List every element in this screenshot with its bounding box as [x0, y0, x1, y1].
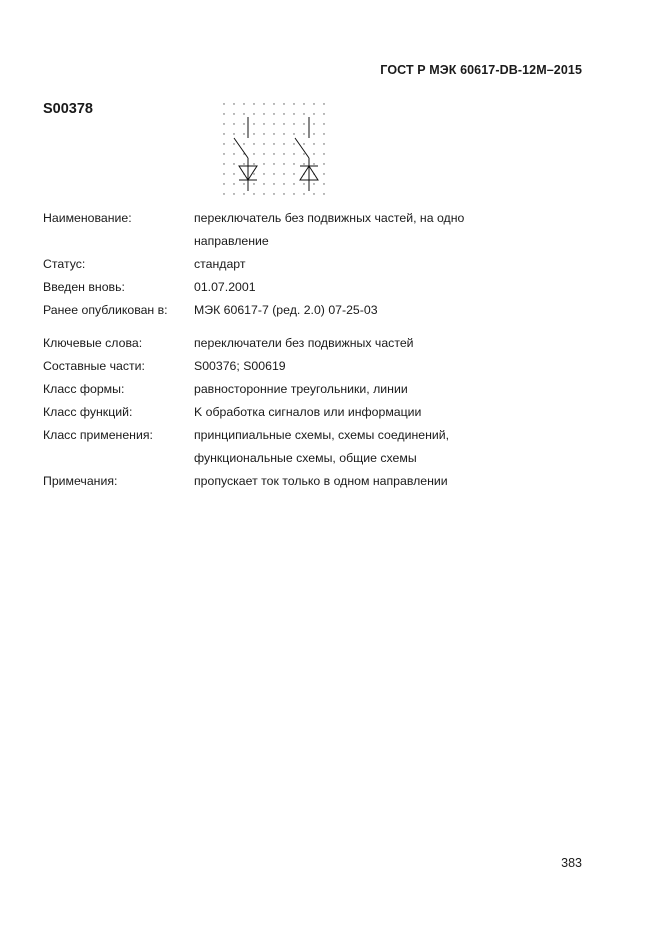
attr-row-shape-class	[43, 378, 603, 401]
grid-dot	[313, 133, 314, 134]
grid-dot	[263, 123, 264, 124]
grid-dot	[293, 153, 294, 154]
grid-dot	[283, 163, 284, 164]
grid-dot	[323, 133, 324, 134]
document-header: ГОСТ Р МЭК 60617-DB-12M–2015	[380, 63, 582, 77]
grid-dot	[273, 103, 274, 104]
grid-dot	[263, 153, 264, 154]
attr-row-application-class	[43, 424, 603, 447]
name-value-line1: переключатель без подвижных частей, на одно	[194, 211, 465, 225]
grid-dot	[293, 103, 294, 104]
grid-dot	[243, 183, 244, 184]
grid-dot	[293, 193, 294, 194]
attr-row-status	[43, 253, 603, 276]
grid-dot	[293, 183, 294, 184]
grid-dot	[223, 183, 224, 184]
parts-value: S00376; S00619	[194, 359, 286, 373]
grid-dot	[223, 153, 224, 154]
grid-dot	[273, 133, 274, 134]
grid-dot	[253, 143, 254, 144]
attr-row-keywords	[43, 332, 603, 355]
attr-row-introduced	[43, 276, 603, 299]
grid-dot	[273, 113, 274, 114]
status-label: Статус:	[43, 257, 86, 271]
symbol-strokes	[234, 117, 318, 191]
grid-dot	[273, 163, 274, 164]
grid-dot	[223, 143, 224, 144]
attr-row-name	[43, 207, 603, 230]
grid-dot	[223, 103, 224, 104]
grid-dot	[233, 103, 234, 104]
grid-dot	[283, 113, 284, 114]
grid-dot	[283, 143, 284, 144]
grid-dot	[283, 193, 284, 194]
grid-dot	[273, 173, 274, 174]
shape-class-value: равносторонние треугольники, линии	[194, 382, 408, 396]
grid-dot	[253, 153, 254, 154]
grid-dot	[313, 193, 314, 194]
application-class-label: Класс применения:	[43, 428, 153, 442]
grid-dot	[293, 143, 294, 144]
grid-dot	[263, 133, 264, 134]
grid-dot	[303, 193, 304, 194]
grid-dot	[253, 193, 254, 194]
grid-dot	[313, 103, 314, 104]
grid-dot	[223, 133, 224, 134]
grid-dot	[263, 173, 264, 174]
grid-dot	[313, 123, 314, 124]
grid-dot	[253, 163, 254, 164]
name-label: Наименование:	[43, 211, 132, 225]
attr-section-gap	[43, 322, 603, 332]
grid-dot	[273, 183, 274, 184]
grid-dot	[243, 193, 244, 194]
grid-dot	[323, 173, 324, 174]
name-value-line2: направление	[194, 234, 269, 248]
grid-dot	[243, 133, 244, 134]
diode-switch-symbol-icon	[220, 100, 330, 200]
grid-dot	[243, 123, 244, 124]
grid-dot	[263, 183, 264, 184]
grid-dot	[223, 173, 224, 174]
grid-dot	[253, 173, 254, 174]
shape-class-label: Класс формы:	[43, 382, 125, 396]
grid-dot	[233, 173, 234, 174]
attr-row-published	[43, 299, 603, 322]
grid-dot	[303, 143, 304, 144]
grid-dot	[283, 153, 284, 154]
introduced-label: Введен вновь:	[43, 280, 125, 294]
grid-dot	[253, 123, 254, 124]
grid-dot	[313, 153, 314, 154]
grid-dot	[253, 103, 254, 104]
grid-dot	[223, 193, 224, 194]
attr-row-notes	[43, 470, 603, 493]
page-number: 383	[561, 856, 582, 870]
grid-dot	[323, 123, 324, 124]
grid-dot	[313, 143, 314, 144]
grid-dot	[303, 153, 304, 154]
grid-dot	[223, 123, 224, 124]
grid-dot	[233, 123, 234, 124]
attr-row-application-class-continued	[43, 447, 603, 470]
parts-label: Составные части:	[43, 359, 145, 373]
symbol-code: S00378	[43, 101, 93, 117]
grid-dot	[293, 173, 294, 174]
grid-dot	[253, 133, 254, 134]
grid-dot	[233, 133, 234, 134]
grid-dot	[303, 133, 304, 134]
grid-dot	[303, 123, 304, 124]
grid-dot	[243, 163, 244, 164]
grid-dot	[313, 163, 314, 164]
grid-dot	[223, 113, 224, 114]
grid-dot	[323, 163, 324, 164]
grid-dot	[233, 193, 234, 194]
notes-label: Примечания:	[43, 474, 118, 488]
grid-dot	[303, 113, 304, 114]
grid-dot	[233, 143, 234, 144]
attr-row-name-continued	[43, 230, 603, 253]
grid-dot	[233, 113, 234, 114]
grid-dot	[243, 103, 244, 104]
grid-dot	[293, 133, 294, 134]
grid-dot	[323, 153, 324, 154]
grid-dot	[313, 113, 314, 114]
grid-dot	[303, 163, 304, 164]
grid-dot	[273, 153, 274, 154]
grid-dot	[293, 163, 294, 164]
grid-dot	[233, 183, 234, 184]
grid-dot	[323, 143, 324, 144]
grid-dot	[243, 113, 244, 114]
grid-dot	[323, 113, 324, 114]
grid-dot	[233, 153, 234, 154]
notes-value: пропускает ток только в одном направлении	[194, 474, 448, 488]
attr-row-function-class	[43, 401, 603, 424]
grid-dot	[303, 103, 304, 104]
grid-dot	[263, 113, 264, 114]
grid-dot	[223, 163, 224, 164]
keywords-label: Ключевые слова:	[43, 336, 143, 350]
function-class-value: K обработка сигналов или информации	[194, 405, 422, 419]
application-class-value-line1: принципиальные схемы, схемы соединений,	[194, 428, 450, 442]
grid-dot	[263, 143, 264, 144]
grid-dot	[323, 193, 324, 194]
published-label: Ранее опубликован в:	[43, 303, 168, 317]
grid-dot	[293, 113, 294, 114]
grid-dot	[283, 133, 284, 134]
grid-dot	[273, 143, 274, 144]
grid-dot	[263, 163, 264, 164]
grid-dot	[273, 123, 274, 124]
grid-dot	[283, 173, 284, 174]
attr-row-parts	[43, 355, 603, 378]
grid-dot	[253, 113, 254, 114]
status-value: стандарт	[194, 257, 246, 271]
grid-dot	[293, 123, 294, 124]
function-class-label: Класс функций:	[43, 405, 133, 419]
application-class-value-line2: функциональные схемы, общие схемы	[194, 451, 417, 465]
grid-dot	[313, 183, 314, 184]
grid-dot	[263, 103, 264, 104]
attributes-table	[43, 207, 603, 493]
keywords-value: переключатели без подвижных частей	[194, 336, 414, 350]
published-value: МЭК 60617-7 (ред. 2.0) 07-25-03	[194, 303, 378, 317]
grid-dot	[323, 103, 324, 104]
grid-dot	[263, 193, 264, 194]
grid-dot	[283, 103, 284, 104]
grid-dot	[233, 163, 234, 164]
introduced-value: 01.07.2001	[194, 280, 256, 294]
grid-dot	[323, 183, 324, 184]
grid-dot	[253, 183, 254, 184]
grid-dot	[283, 123, 284, 124]
grid-dot	[243, 143, 244, 144]
grid-dot	[303, 183, 304, 184]
grid-dot	[273, 193, 274, 194]
grid-dot	[283, 183, 284, 184]
